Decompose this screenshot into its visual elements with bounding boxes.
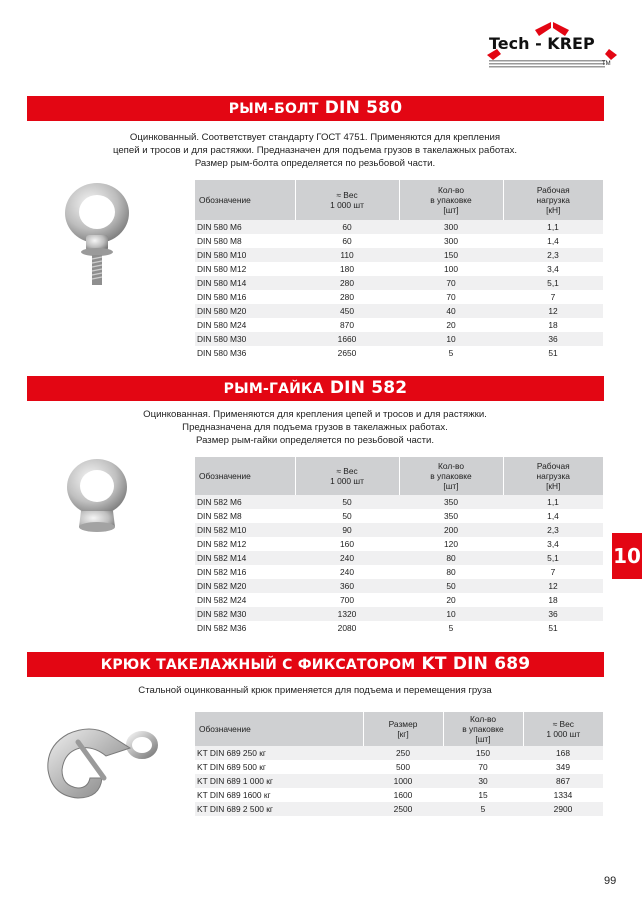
section-title-small: РЫМ-ГАЙКА: [223, 381, 324, 397]
value-cell: 150: [399, 248, 503, 262]
designation-cell: DIN 580 M8: [197, 236, 242, 246]
designation-cell: DIN 582 M20: [195, 579, 295, 593]
designation-cell: DIN 582 M16: [197, 567, 247, 577]
value-cell: 80: [399, 551, 503, 565]
value-cell: 870: [340, 320, 354, 330]
designation-cell: DIN 582 M6: [195, 495, 295, 509]
designation-cell: DIN 580 M20: [195, 304, 295, 318]
value-cell: 80: [446, 567, 456, 577]
table-row: [195, 276, 603, 290]
table-row: [195, 220, 603, 234]
designation-cell: DIN 580 M36: [197, 348, 247, 358]
value-cell: 1334: [553, 790, 573, 800]
value-cell: 1,1: [503, 495, 603, 509]
table-row: [195, 346, 603, 360]
value-cell: 5: [448, 623, 454, 633]
designation-cell: DIN 582 M10: [195, 523, 295, 537]
section-banner-din580: [27, 96, 604, 121]
value-cell: 350: [444, 511, 458, 521]
designation-cell: KT DIN 689 1600 кг: [197, 790, 271, 800]
value-cell: 5: [448, 348, 454, 358]
designation-cell: DIN 582 M14: [195, 551, 295, 565]
value-cell: 160: [340, 539, 354, 549]
table-row: [195, 621, 603, 635]
column-header: Рабочая нагрузка [кН]: [503, 457, 603, 495]
brand-name: Tech - KREP: [489, 34, 595, 53]
table-row: [195, 332, 603, 346]
value-cell: 40: [399, 304, 503, 318]
section-title-big: KT DIN 689: [421, 654, 531, 674]
designation-cell: DIN 582 M12: [197, 539, 247, 549]
designation-cell: DIN 582 M24: [197, 595, 247, 605]
value-cell: 240: [295, 551, 399, 565]
table-row: [195, 551, 603, 565]
value-cell: 360: [295, 579, 399, 593]
value-cell: 2500: [363, 802, 443, 816]
column-header: ≈ Вес 1 000 шт: [295, 180, 399, 220]
designation-cell: DIN 580 M14: [195, 276, 295, 290]
description-line: Предназначена для подъема грузов в такелажных работах.: [182, 422, 448, 433]
section-description-kt-din689: [60, 684, 570, 697]
value-cell: 500: [396, 762, 410, 772]
description-line: Стальной оцинкованный крюк применяется для подъема и перемещения груза: [138, 685, 492, 696]
rigging-hook-image: [38, 712, 163, 812]
column-header: Обозначение: [195, 457, 295, 495]
table-row: [195, 234, 603, 248]
value-cell: 2650: [337, 348, 357, 358]
value-cell: 350: [399, 495, 503, 509]
section-banner-din582: [27, 376, 604, 401]
column-header: Размер [кг]: [363, 712, 443, 746]
value-cell: 20: [446, 595, 456, 605]
table-row: [195, 509, 603, 523]
table-row: [195, 523, 603, 537]
designation-cell: DIN 582 M36: [197, 623, 247, 633]
spec-table-din580: [195, 180, 603, 360]
eye-nut-image: [55, 455, 140, 540]
column-header: Кол-во в упаковке [шт]: [399, 180, 503, 220]
table-row: [195, 304, 603, 318]
section-title-big: DIN 582: [329, 378, 408, 398]
value-cell: 70: [399, 276, 503, 290]
table-row: [195, 565, 603, 579]
designation-cell: DIN 582 M30: [195, 607, 295, 621]
value-cell: 70: [446, 292, 456, 302]
value-cell: 150: [443, 746, 523, 760]
table-row: [195, 262, 603, 276]
value-cell: 90: [295, 523, 399, 537]
value-cell: 50: [342, 511, 352, 521]
value-cell: 250: [363, 746, 443, 760]
value-cell: 7: [550, 292, 556, 302]
value-cell: 240: [340, 567, 354, 577]
value-cell: 60: [342, 236, 352, 246]
designation-cell: DIN 580 M12: [197, 264, 247, 274]
value-cell: 5,1: [503, 551, 603, 565]
column-header: Кол-во в упаковке [шт]: [443, 712, 523, 746]
table-row: [195, 788, 603, 802]
value-cell: 120: [444, 539, 458, 549]
description-line: цепей и тросов и для растяжки. Предназначен для подъема грузов в такелажных работах.: [112, 145, 518, 156]
designation-cell: DIN 580 M6: [195, 220, 295, 234]
value-cell: 110: [295, 248, 399, 262]
value-cell: 100: [444, 264, 458, 274]
designation-cell: KT DIN 689 2 500 кг: [195, 802, 363, 816]
table-row: [195, 290, 603, 304]
description-line: Размер рым-гайки определяется по резьбовой части.: [195, 435, 434, 446]
value-cell: 200: [399, 523, 503, 537]
spec-table-din582: [195, 457, 603, 635]
table-row: [195, 802, 603, 816]
value-cell: 36: [503, 332, 603, 346]
table-row: [195, 318, 603, 332]
table-row: [195, 607, 603, 621]
designation-cell: KT DIN 689 1 000 кг: [195, 774, 363, 788]
value-cell: 300: [444, 236, 458, 246]
value-cell: 5: [443, 802, 523, 816]
value-cell: 12: [503, 579, 603, 593]
value-cell: 1,4: [547, 236, 559, 246]
column-header: Рабочая нагрузка [кН]: [503, 180, 603, 220]
designation-cell: DIN 580 M16: [197, 292, 247, 302]
table-row: [195, 593, 603, 607]
value-cell: 7: [550, 567, 556, 577]
column-header: Обозначение: [195, 712, 363, 746]
section-title-small: КРЮК ТАКЕЛАЖНЫЙ С ФИКСАТОРОМ: [100, 657, 416, 673]
table-row: [195, 248, 603, 262]
designation-cell: KT DIN 689 500 кг: [197, 762, 266, 772]
designation-cell: DIN 580 M10: [195, 248, 295, 262]
section-banner-kt-din689: [27, 652, 604, 677]
designation-cell: DIN 580 M30: [195, 332, 295, 346]
value-cell: 18: [548, 595, 558, 605]
value-cell: 300: [399, 220, 503, 234]
page-number: 99: [604, 875, 617, 887]
value-cell: 2080: [337, 623, 357, 633]
value-cell: 12: [503, 304, 603, 318]
section-tab: 10: [612, 533, 642, 579]
value-cell: 10: [399, 332, 503, 346]
description-line: Оцинкованная. Применяются для крепления цепей и тросов и для растяжки.: [143, 409, 487, 420]
value-cell: 450: [295, 304, 399, 318]
value-cell: 18: [548, 320, 558, 330]
value-cell: 3,4: [547, 539, 559, 549]
value-cell: 50: [399, 579, 503, 593]
description-line: Оцинкованный. Соответствует стандарту ГОСТ 4751. Применяются для крепления: [129, 132, 501, 143]
column-header: ≈ Вес 1 000 шт: [295, 457, 399, 495]
value-cell: 700: [340, 595, 354, 605]
value-cell: 30: [443, 774, 523, 788]
value-cell: 51: [548, 348, 558, 358]
value-cell: 2,3: [503, 523, 603, 537]
value-cell: 280: [340, 292, 354, 302]
eye-bolt-image: [52, 177, 142, 297]
value-cell: 15: [478, 790, 488, 800]
value-cell: 1600: [393, 790, 413, 800]
value-cell: 1,4: [547, 511, 559, 521]
value-cell: 50: [295, 495, 399, 509]
value-cell: 867: [523, 774, 603, 788]
table-row: [195, 537, 603, 551]
designation-cell: DIN 582 M8: [197, 511, 242, 521]
value-cell: 349: [556, 762, 570, 772]
description-line: Размер рым-болта определяется по резьбовой части.: [194, 158, 436, 169]
table-row: [195, 760, 603, 774]
value-cell: 70: [478, 762, 488, 772]
spec-table-kt-din689: [195, 712, 603, 816]
value-cell: 60: [295, 220, 399, 234]
value-cell: 280: [295, 276, 399, 290]
value-cell: 20: [446, 320, 456, 330]
value-cell: 10: [399, 607, 503, 621]
designation-cell: DIN 580 M24: [197, 320, 247, 330]
column-header: Обозначение: [195, 180, 295, 220]
table-row: [195, 746, 603, 760]
designation-cell: KT DIN 689 250 кг: [195, 746, 363, 760]
section-description-din582: [60, 408, 570, 447]
value-cell: 1000: [363, 774, 443, 788]
value-cell: 180: [340, 264, 354, 274]
column-header: Кол-во в упаковке [шт]: [399, 457, 503, 495]
value-cell: 36: [503, 607, 603, 621]
section-title-big: DIN 580: [324, 98, 403, 118]
table-row: [195, 774, 603, 788]
table-row: [195, 495, 603, 509]
column-header: ≈ Вес 1 000 шт: [523, 712, 603, 746]
table-row: [195, 579, 603, 593]
value-cell: 1660: [295, 332, 399, 346]
section-description-din580: [60, 131, 570, 170]
value-cell: 1320: [295, 607, 399, 621]
value-cell: 1,1: [503, 220, 603, 234]
value-cell: 2900: [523, 802, 603, 816]
value-cell: 3,4: [547, 264, 559, 274]
value-cell: 51: [548, 623, 558, 633]
brand-tm: TM: [602, 61, 611, 67]
value-cell: 168: [523, 746, 603, 760]
section-title-small: РЫМ-БОЛТ: [228, 101, 319, 117]
value-cell: 2,3: [503, 248, 603, 262]
value-cell: 5,1: [503, 276, 603, 290]
